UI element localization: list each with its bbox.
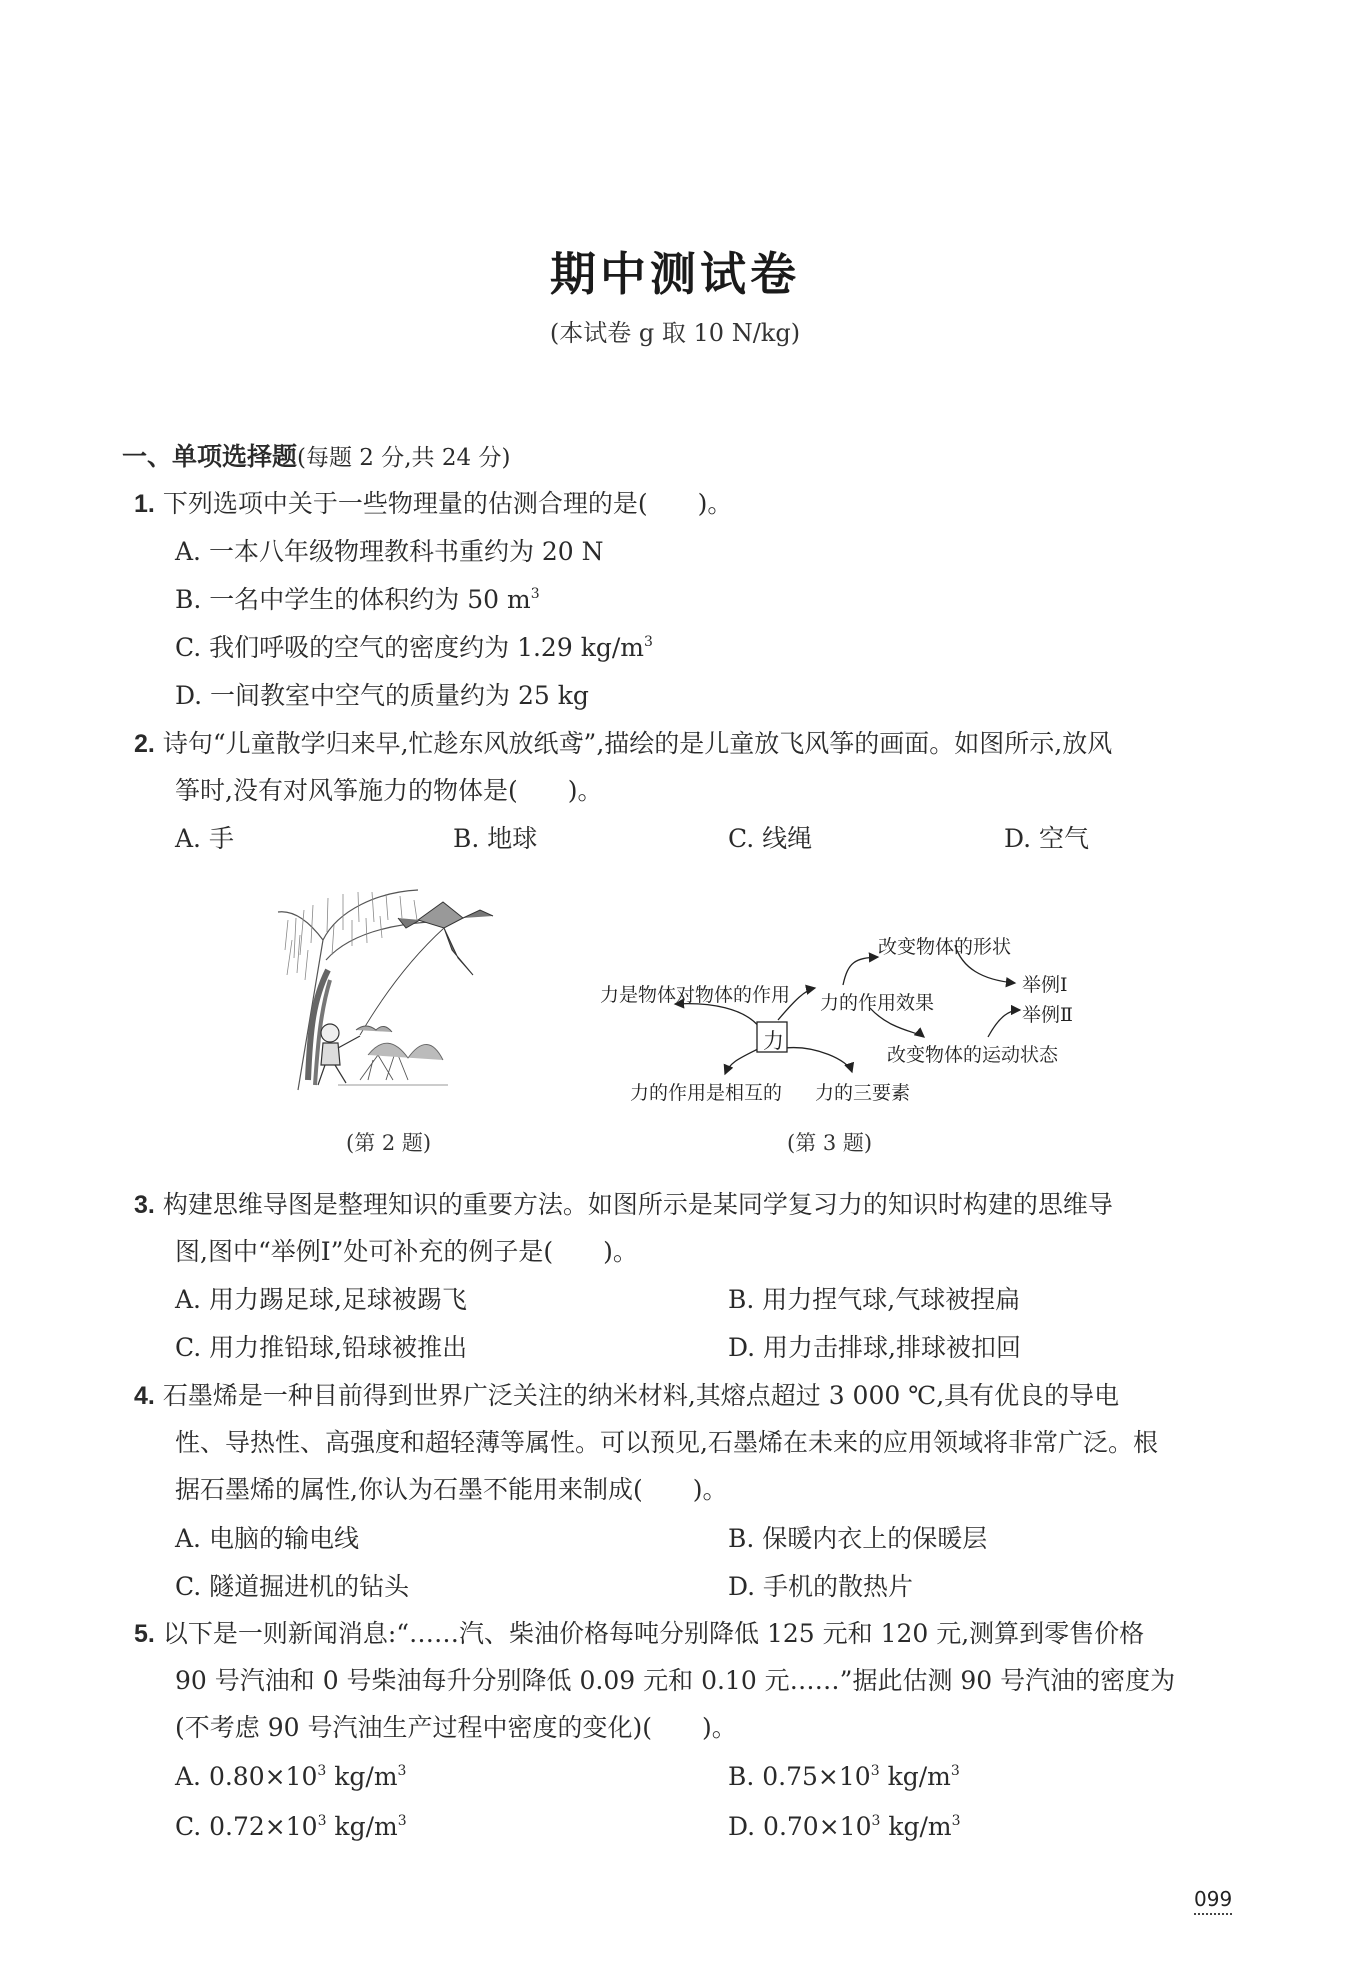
question-5-option-c <box>175 1810 407 1844</box>
child-figure <box>318 1024 360 1085</box>
superscript: 3 <box>397 1813 407 1829</box>
question-3-stem-line1 <box>134 1188 1113 1222</box>
section-note: (每题 2 分,共 24 分) <box>297 445 511 471</box>
question-3-option-c: C. 用力推铅球,铅球被推出 <box>175 1333 468 1362</box>
question-4-option-a: A. 电脑的输电线 <box>175 1524 359 1553</box>
question-2-option-c: C. 线绳 <box>728 824 813 853</box>
option-unit: kg/m <box>879 1762 951 1791</box>
superscript: 3 <box>951 1813 961 1829</box>
page-title: 期中测试卷 <box>550 247 800 301</box>
superscript: 3 <box>950 1763 960 1779</box>
kite-illustration <box>268 880 508 1095</box>
question-5-option-b <box>728 1760 960 1794</box>
question-number: 3. <box>134 1191 155 1219</box>
section-label: 一、单项选择题 <box>122 442 298 471</box>
mind-map-node-example2: 举例Ⅱ <box>1022 1004 1073 1026</box>
mind-map-node-motion: 改变物体的运动状态 <box>887 1044 1059 1066</box>
mind-map-node-three-elements: 力的三要素 <box>815 1082 911 1104</box>
mind-map-node-example1: 举例Ⅰ <box>1022 974 1068 996</box>
option-unit: kg/m <box>326 1812 398 1841</box>
option-text: B. 一名中学生的体积约为 50 m <box>175 585 531 614</box>
question-5-stem-line1 <box>134 1617 1144 1651</box>
question-text: 构建思维导图是整理知识的重要方法。如图所示是某同学复习力的知识时构建的思维导 <box>162 1190 1113 1219</box>
figure-caption-3: (第 3 题) <box>787 1131 873 1155</box>
option-text: B. 0.75×10 <box>728 1762 871 1791</box>
option-text: C. 我们呼吸的空气的密度约为 1.29 kg/m <box>175 633 644 662</box>
option-text: A. 0.80×10 <box>175 1762 318 1791</box>
option-unit: kg/m <box>880 1812 952 1841</box>
question-text: 以下是一则新闻消息:“……汽、柴油价格每吨分别降低 125 元和 120 元,测算到零售价格 <box>162 1619 1145 1648</box>
question-1-option-d: D. 一间教室中空气的质量约为 25 kg <box>175 681 589 710</box>
question-4-stem-line2: 性、导热性、高强度和超轻薄等属性。可以预见,石墨烯在未来的应用领域将非常广泛。根 <box>175 1428 1158 1457</box>
question-3-option-a: A. 用力踢足球,足球被踢飞 <box>175 1285 467 1314</box>
question-4-option-d: D. 手机的散热片 <box>728 1572 914 1601</box>
question-4-option-c: C. 隧道掘进机的钻头 <box>175 1572 410 1601</box>
mind-map-center: 力 <box>763 1029 784 1053</box>
mind-map-node-effect: 力的作用效果 <box>820 992 935 1014</box>
question-5-stem-line3: (不考虑 90 号汽油生产过程中密度的变化)( )。 <box>175 1713 737 1742</box>
question-number: 5. <box>134 1620 155 1648</box>
question-3-option-b: B. 用力捏气球,气球被捏扁 <box>728 1285 1021 1314</box>
kite-shape <box>398 902 493 975</box>
question-number: 4. <box>134 1382 155 1410</box>
question-3-stem-line2: 图,图中“举例Ⅰ”处可补充的例子是( )。 <box>175 1237 638 1266</box>
mind-map-node-mutual: 力的作用是相互的 <box>630 1082 783 1104</box>
question-1-option-a: A. 一本八年级物理教科书重约为 20 N <box>175 537 604 566</box>
question-3-option-d: D. 用力击排球,排球被扣回 <box>728 1333 1021 1362</box>
option-text: C. 0.72×10 <box>175 1812 318 1841</box>
page-subtitle: (本试卷 g 取 10 N/kg) <box>549 319 801 347</box>
superscript: 3 <box>317 1763 327 1779</box>
question-5-option-a <box>175 1760 406 1794</box>
question-4-option-b: B. 保暖内衣上的保暖层 <box>728 1524 988 1553</box>
question-2-option-b: B. 地球 <box>453 824 538 853</box>
question-1-stem <box>134 487 732 521</box>
question-text: 下列选项中关于一些物理量的估测合理的是( )。 <box>162 489 733 518</box>
figure-caption-2: (第 2 题) <box>346 1131 432 1155</box>
option-unit: kg/m <box>326 1762 398 1791</box>
option-text: D. 0.70×10 <box>728 1812 872 1841</box>
question-2-option-a: A. 手 <box>175 824 234 853</box>
superscript: 3 <box>397 1763 407 1779</box>
question-2-option-d: D. 空气 <box>1004 824 1090 853</box>
question-5-stem-line2: 90 号汽油和 0 号柴油每升分别降低 0.09 元和 0.10 元……”据此估测 90 号汽油的密度为 <box>175 1666 1176 1695</box>
question-text: 石墨烯是一种目前得到世界广泛关注的纳米材料,其熔点超过 3 000 ℃,具有优良的导电 <box>162 1381 1120 1410</box>
question-5-option-d <box>728 1810 961 1844</box>
question-2-stem-line1 <box>134 727 1112 761</box>
superscript: 3 <box>870 1763 880 1779</box>
superscript: 3 <box>317 1813 327 1829</box>
mind-map <box>590 920 1090 1110</box>
mind-map-node-interaction: 力是物体对物体的作用 <box>600 984 791 1006</box>
superscript: 3 <box>530 586 540 602</box>
question-4-stem-line3: 据石墨烯的属性,你认为石墨不能用来制成( )。 <box>175 1475 728 1504</box>
superscript: 3 <box>643 634 653 650</box>
mind-map-node-shape: 改变物体的形状 <box>878 936 1012 958</box>
question-text: 诗句“儿童散学归来早,忙趁东风放纸鸢”,描绘的是儿童放飞风筝的画面。如图所示,放风 <box>162 729 1113 758</box>
question-number: 2. <box>134 730 155 758</box>
question-2-stem-line2: 筝时,没有对风筝施力的物体是( )。 <box>175 776 603 805</box>
question-number: 1. <box>134 490 155 518</box>
question-1-option-b <box>175 583 540 617</box>
section-heading <box>122 440 510 475</box>
question-1-option-c <box>175 631 653 665</box>
question-4-stem-line1 <box>134 1379 1119 1413</box>
page-number: 099 <box>1194 1887 1232 1915</box>
superscript: 3 <box>871 1813 881 1829</box>
